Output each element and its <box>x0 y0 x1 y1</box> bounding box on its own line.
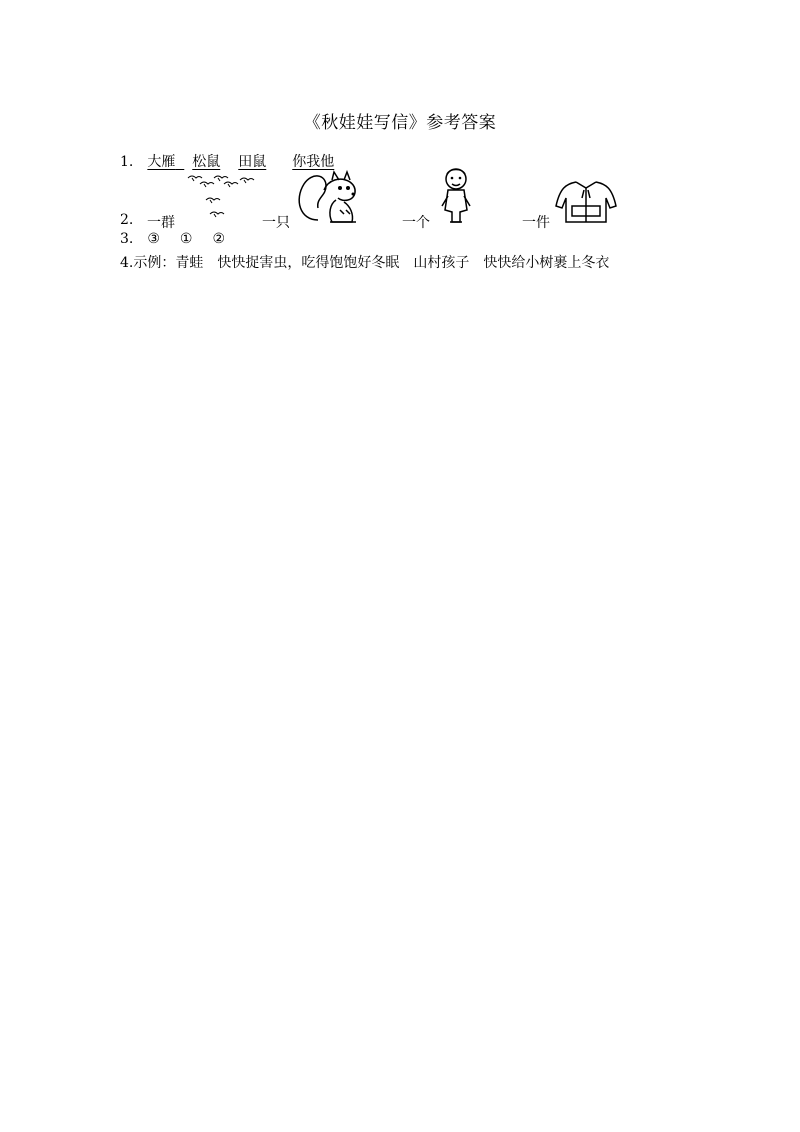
answer-niwota: 你我他 <box>292 154 335 170</box>
page-title: 《秋娃娃写信》参考答案 <box>303 113 497 133</box>
question-1 <box>120 151 334 171</box>
question-4 <box>120 252 609 272</box>
question-number: 3. <box>120 231 134 247</box>
question-number: 2. <box>120 212 134 228</box>
answer-kuaikuai-zhuo: 快快捉害虫，吃得饱饱好冬眠 <box>217 255 400 271</box>
question-3 <box>120 231 225 247</box>
answer-tianshu: 田鼠 <box>238 154 267 170</box>
answer-circle-3: ③ <box>147 231 160 247</box>
child-icon <box>438 166 474 226</box>
answer-kuaikuai-gei: 快快给小树裹上冬衣 <box>483 255 610 271</box>
geese-flock-icon <box>184 170 264 225</box>
label-yizhi: 一只 <box>262 215 290 231</box>
answer-qingwa: 青蛙 <box>175 255 204 271</box>
label-yige: 一个 <box>402 215 430 231</box>
question-2 <box>120 212 133 228</box>
question-number: 4. <box>120 255 134 271</box>
label-yiqun: 一群 <box>147 215 175 231</box>
answer-shancun-haizi: 山村孩子 <box>413 255 470 271</box>
squirrel-icon <box>296 170 362 226</box>
example-prefix: 示例： <box>133 255 176 271</box>
answer-songshu: 松鼠 <box>192 154 221 170</box>
jacket-icon <box>554 178 618 226</box>
question-number: 1. <box>120 154 134 170</box>
answer-circle-1: ① <box>179 231 193 247</box>
label-yijian: 一件 <box>522 215 550 231</box>
answer-circle-2: ② <box>212 231 226 247</box>
answer-dayan: 大雁 <box>147 154 176 170</box>
